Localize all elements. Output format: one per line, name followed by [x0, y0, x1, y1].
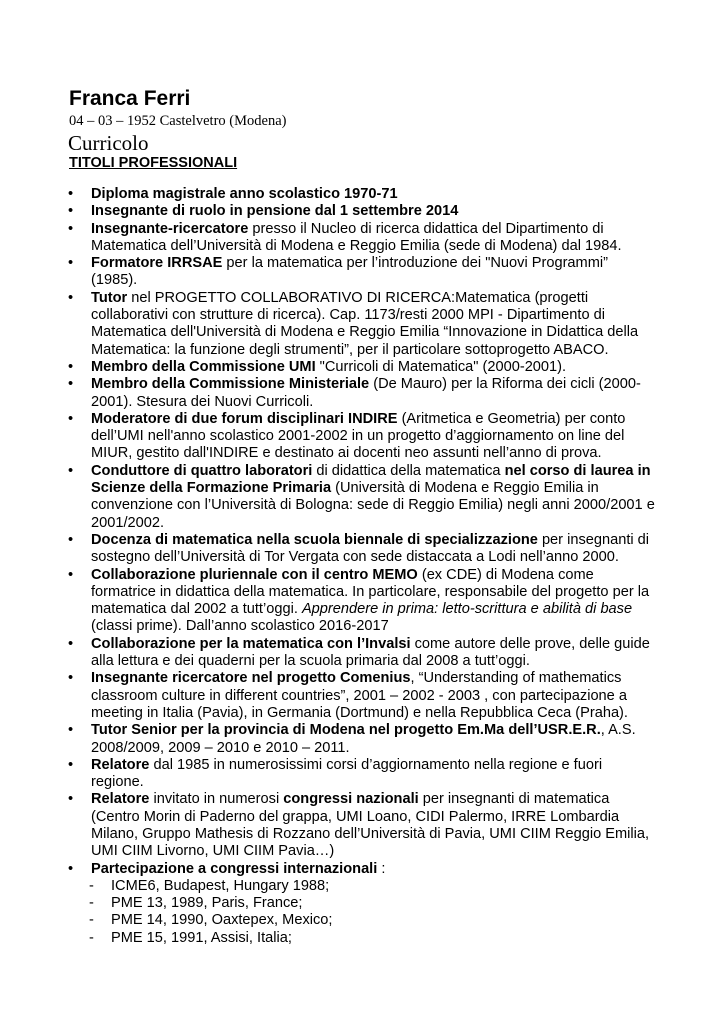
- text-run: convenzione con l’Università di Bologna: sede di Reggio Emilia) negli anni 2000/2001 e: [91, 497, 655, 514]
- list-item: [0, 791, 661, 860]
- bold-text: Tutor: [91, 289, 128, 306]
- text-line: [91, 601, 661, 618]
- bullet-icon: •: [68, 670, 74, 687]
- list-item: [0, 463, 661, 532]
- section-title: TITOLI PROFESSIONALI: [69, 155, 238, 171]
- birth-info: 04 – 03 – 1952 Castelvetro (Modena): [69, 113, 287, 129]
- list-item: [0, 757, 661, 792]
- text-line: [91, 324, 661, 341]
- text-run: (classi prime). Dall’anno scolastico 2016-2017: [91, 618, 389, 635]
- list-item: [0, 290, 661, 359]
- text-line: [91, 342, 661, 359]
- bullet-icon: •: [68, 289, 74, 306]
- bullet-icon: •: [68, 410, 74, 427]
- text-run: Matematica: la funzione degli strumenti”, per il particolare sottoprogetto ABACO.: [91, 341, 609, 358]
- bullet-icon: •: [68, 462, 74, 479]
- sub-item-text: PME 14, 1990, Oaxtepex, Mexico;: [111, 912, 333, 929]
- text-line: [91, 515, 661, 532]
- bold-text: Membro della Commissione UMI: [91, 358, 316, 375]
- list-item: [0, 722, 661, 757]
- bullet-icon: •: [68, 376, 74, 393]
- list-item: [0, 376, 661, 411]
- text-run: invitato in numerosi: [149, 791, 284, 808]
- bullet-icon: •: [68, 203, 74, 220]
- sub-item-text: PME 15, 1991, Assisi, Italia;: [111, 929, 292, 946]
- text-line: [91, 411, 661, 428]
- text-line: [91, 307, 661, 324]
- text-run: per insegnanti di: [537, 531, 650, 548]
- text-line: [91, 238, 661, 255]
- list-item: [0, 411, 661, 463]
- bold-text: Insegnante-ricercatore: [91, 220, 249, 237]
- text-line: [91, 705, 661, 722]
- text-run: presso il Nucleo di ricerca didattica del Dipartimento di: [248, 220, 604, 237]
- text-run: per la matematica per l’introduzione dei "Nuovi Programmi”: [222, 255, 608, 272]
- text-line: [91, 272, 661, 289]
- text-line: [91, 497, 661, 514]
- text-run: sostegno dell’Università di Tor Vergata con sede distaccata a Lodi nell’anno 2000.: [91, 549, 619, 566]
- list-item: [0, 567, 661, 636]
- text-line: [91, 203, 661, 220]
- text-run: regione.: [91, 774, 144, 791]
- list-item: [0, 636, 661, 671]
- text-line: [91, 843, 661, 860]
- text-run: UMI CIIM Livorno, UMI CIIM Pavia…): [91, 843, 335, 860]
- text-run: (1985).: [91, 272, 138, 289]
- dash-marker: -: [89, 912, 94, 929]
- text-run: collaborativi con strutture di ricerca). Cap. 1173/resti 2000 MPI - Dipartimento di: [91, 307, 605, 324]
- bullet-icon: •: [68, 186, 74, 202]
- text-run: Matematica dell'Università di Modena e Reggio Emilia “Innovazione in Didattica della: [91, 324, 639, 341]
- bold-text: Insegnante di ruolo in pensione dal 1 settembre 2014: [91, 203, 459, 220]
- bullet-icon: •: [68, 722, 74, 739]
- text-line: [91, 809, 661, 826]
- list-item: [0, 861, 661, 947]
- bold-text: Diploma magistrale anno scolastico 1970-71: [91, 186, 398, 202]
- text-run: (Aritmetica e Geometria) per conto: [397, 410, 626, 427]
- text-run: MIUR, gestito dall'INDIRE e destinato ai docenti neo assunti nell’anno di prova.: [91, 445, 602, 462]
- text-run: dal 1985 in numerosissimi corsi d’aggiornamento nella regione e fuori: [149, 756, 603, 773]
- sub-item-text: PME 13, 1989, Paris, France;: [111, 895, 303, 912]
- text-line: [91, 740, 661, 757]
- text-line: [91, 480, 661, 497]
- text-line: [91, 861, 661, 878]
- text-line: [91, 653, 661, 670]
- text-run: meeting in Italia (Pavia), in Germania (Dortmund) e nella Repubblica Ceca (Praha).: [91, 704, 628, 721]
- dash-marker: -: [89, 877, 94, 894]
- text-run: "Curricoli di Matematica" (2000-2001).: [315, 358, 567, 375]
- text-line: [91, 463, 661, 480]
- list-item: [0, 670, 661, 722]
- bold-text: Conduttore di quattro laboratori: [91, 462, 313, 479]
- text-run: (Centro Morin di Paderno del grappa, UMI Loano, CIDI Palermo, IRRE Lombardia: [91, 808, 620, 825]
- bullet-icon: •: [68, 220, 74, 237]
- text-run: (ex CDE) di Modena come: [417, 566, 594, 583]
- bold-text: nel corso di laurea in: [504, 462, 651, 479]
- text-run: , “Understanding of mathematics: [410, 670, 622, 687]
- bold-text: congressi nazionali: [283, 791, 419, 808]
- text-run: 2001). Stesura dei Nuovi Curricoli.: [91, 393, 314, 410]
- text-line: [91, 290, 661, 307]
- list-item: [0, 255, 661, 290]
- document-title: Curricolo: [68, 131, 149, 155]
- text-line: [91, 774, 661, 791]
- bold-text: Insegnante ricercatore nel progetto Comenius: [91, 670, 411, 687]
- text-run: Matematica dell’Università di Modena e Reggio Emilia (sede di Modena) dal 1984.: [91, 237, 622, 254]
- bold-text: Formatore IRRSAE: [91, 255, 223, 272]
- qualifications-list: [0, 186, 725, 947]
- text-line: [91, 394, 661, 411]
- text-line: [91, 376, 661, 393]
- text-line: [91, 791, 661, 808]
- text-line: [91, 428, 661, 445]
- list-item: [0, 532, 661, 567]
- bold-text: Collaborazione per la matematica con l’Invalsi: [91, 635, 411, 652]
- list-item: [0, 359, 661, 376]
- text-line: [91, 618, 661, 635]
- bullet-icon: •: [68, 860, 74, 877]
- text-line: [91, 826, 661, 843]
- text-run: , A.S.: [600, 722, 636, 739]
- text-line: [91, 584, 661, 601]
- text-run: :: [377, 860, 386, 877]
- text-run: nel PROGETTO COLLABORATIVO DI RICERCA:Matematica (progetti: [127, 289, 589, 306]
- text-line: [91, 359, 661, 376]
- bullet-icon: •: [68, 566, 74, 583]
- bold-text: Scienze della Formazione Primaria: [91, 480, 332, 497]
- bullet-icon: •: [68, 791, 74, 808]
- text-run: 2008/2009, 2009 – 2010 e 2010 – 2011.: [91, 739, 350, 756]
- bold-text: Membro della Commissione Ministeriale: [91, 376, 370, 393]
- bullet-icon: •: [68, 255, 74, 272]
- list-item: [0, 221, 661, 256]
- text-line: [91, 445, 661, 462]
- dash-marker: -: [89, 929, 94, 946]
- bullet-icon: •: [68, 756, 74, 773]
- sub-list-item: [90, 912, 661, 929]
- text-line: [91, 221, 661, 238]
- sub-list-item: [90, 895, 661, 912]
- sub-item-text: ICME6, Budapest, Hungary 1988;: [111, 877, 330, 894]
- text-line: [91, 688, 661, 705]
- text-run: di didattica della matematica: [312, 462, 505, 479]
- italic-text: Apprendere in prima: letto-scrittura e abilità di base: [301, 601, 633, 618]
- sub-list-item: [90, 878, 661, 895]
- text-run: formatrice in didattica della matematica. In particolare, responsabile del progetto per la: [91, 583, 650, 600]
- text-line: [91, 549, 661, 566]
- text-line: [91, 255, 661, 272]
- bold-text: Relatore: [91, 791, 150, 808]
- congress-sublist: [91, 878, 661, 947]
- bullet-icon: •: [68, 531, 74, 548]
- text-line: [91, 532, 661, 549]
- text-line: [91, 670, 661, 687]
- bold-text: Partecipazione a congressi internazionali: [91, 860, 378, 877]
- text-run: (Università di Modena e Reggio Emilia in: [331, 480, 599, 497]
- text-run: come autore delle prove, delle guide: [410, 635, 650, 652]
- bold-text: Moderatore di due forum disciplinari INDIRE: [91, 410, 398, 427]
- text-run: 2001/2002.: [91, 514, 165, 531]
- sub-list-item: [90, 930, 661, 947]
- text-run: dell’UMI nell'anno scolastico 2001-2002 in un progetto d’aggiornamento on line del: [91, 428, 625, 445]
- bullet-icon: •: [68, 358, 74, 375]
- bold-text: Collaborazione pluriennale con il centro MEMO: [91, 566, 418, 583]
- author-name: Franca Ferri: [69, 87, 191, 110]
- text-line: [91, 757, 661, 774]
- text-line: [91, 186, 661, 203]
- bold-text: Docenza di matematica nella scuola biennale di specializzazione: [91, 531, 538, 548]
- dash-marker: -: [89, 895, 94, 912]
- text-run: matematica dal 2002 a tutt’oggi.: [91, 601, 302, 618]
- bold-text: Tutor Senior per la provincia di Modena nel progetto Em.Ma dell’USR.E.R.: [91, 722, 601, 739]
- text-line: [91, 567, 661, 584]
- text-run: Milano, Gruppo Mathesis di Rozzano dell’Università di Pavia, UMI CIIM Reggio Emilia,: [91, 825, 650, 842]
- text-run: per insegnanti di matematica: [418, 791, 610, 808]
- text-line: [91, 722, 661, 739]
- text-run: alla lettura e dei quaderni per la scuola primaria dal 2008 a tutt’oggi.: [91, 653, 530, 670]
- list-item: [0, 203, 661, 220]
- list-item: [0, 186, 661, 203]
- text-run: (De Mauro) per la Riforma dei cicli (2000-: [369, 376, 641, 393]
- text-line: [91, 636, 661, 653]
- bullet-icon: •: [68, 635, 74, 652]
- bold-text: Relatore: [91, 756, 150, 773]
- text-run: classroom culture in different countries”, 2001 – 2002 - 2003 , con partecipazione a: [91, 687, 627, 704]
